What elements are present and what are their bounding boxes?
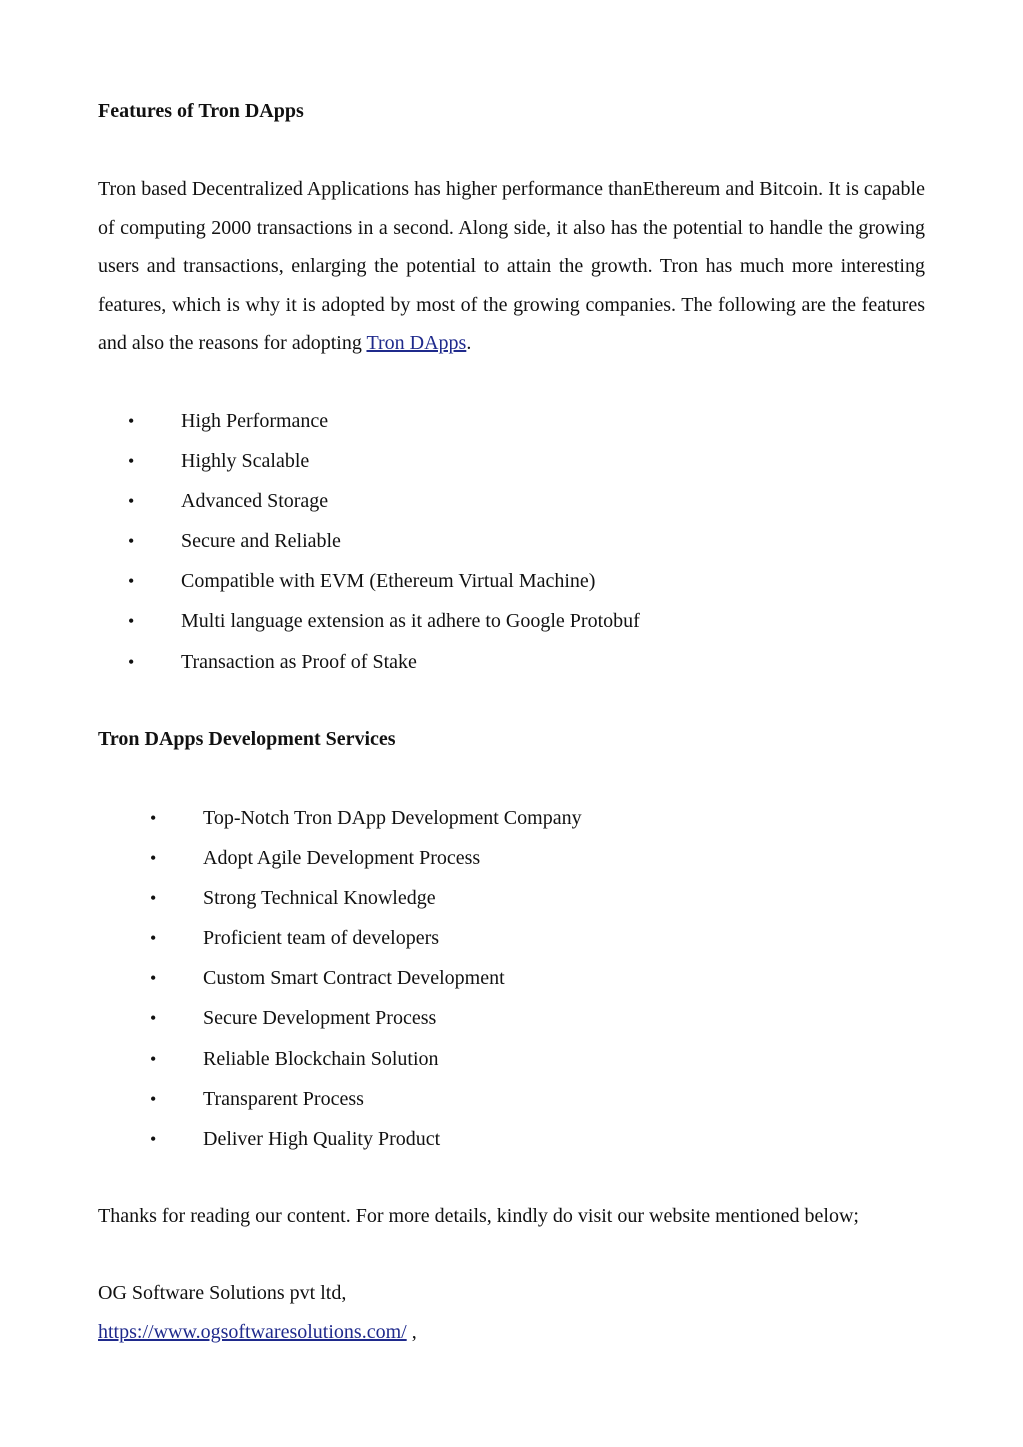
feature-item-label: Secure and Reliable xyxy=(181,530,341,553)
closing-paragraph: Thanks for reading our content. For more details, kindly do visit our website mentioned below; xyxy=(98,1205,859,1227)
service-item-label: Transparent Process xyxy=(203,1087,364,1110)
bullet-icon: • xyxy=(150,1128,157,1149)
feature-item-label: Multi language extension as it adhere to Google Protobuf xyxy=(181,610,640,633)
website-trailing: , xyxy=(406,1321,417,1343)
intro-paragraph xyxy=(98,170,925,363)
feature-item-label: Advanced Storage xyxy=(181,490,329,513)
bullet-icon: • xyxy=(150,888,157,909)
website-line xyxy=(98,1320,417,1344)
intro-trailing: . xyxy=(466,332,472,355)
bullet-icon: • xyxy=(128,651,135,672)
service-item-label: Proficient team of developers xyxy=(203,927,440,950)
website-link[interactable]: https://www.ogsoftwaresolutions.com/ xyxy=(98,1321,407,1343)
service-item-label: Adopt Agile Development Process xyxy=(203,847,481,870)
bullet-icon: • xyxy=(150,1008,157,1029)
feature-item-label: Compatible with EVM (Ethereum Virtual Machine) xyxy=(181,570,596,593)
bullet-icon: • xyxy=(128,491,135,512)
company-name: OG Software Solutions pvt ltd, xyxy=(98,1282,347,1304)
bullet-icon: • xyxy=(150,1048,157,1069)
intro-text: Tron based Decentralized Applications has higher performance thanEthereum and Bitcoin. It is capable of computing 2000 transactions in a second. Along side, it also has the potential to handle the growing users and transactions, enlarging the potential to attain the growth. Tron has much more interesting features, which is why it is adopted by most of the growing companies. The following are the features and also the reasons for adopting xyxy=(98,178,925,355)
bullet-icon: • xyxy=(150,848,157,869)
feature-item-label: High Performance xyxy=(181,410,329,432)
service-item-label: Reliable Blockchain Solution xyxy=(203,1047,439,1070)
service-item-label: Top-Notch Tron DApp Development Company xyxy=(203,807,582,829)
feature-item-label: Highly Scalable xyxy=(181,450,310,473)
bullet-icon: • xyxy=(128,451,135,472)
bullet-icon: • xyxy=(128,411,135,431)
bullet-icon: • xyxy=(150,928,157,949)
bullet-icon: • xyxy=(128,531,135,552)
service-item-label: Custom Smart Contract Development xyxy=(203,967,505,990)
feature-item-label: Transaction as Proof of Stake xyxy=(181,650,417,673)
bullet-icon: • xyxy=(128,571,135,592)
bullet-icon: • xyxy=(128,611,135,632)
bullet-icon: • xyxy=(150,1088,157,1109)
features-heading: Features of Tron DApps xyxy=(98,100,304,122)
bullet-icon: • xyxy=(150,968,157,989)
tron-dapps-link[interactable]: Tron DApps xyxy=(366,332,467,355)
service-item-label: Deliver High Quality Product xyxy=(203,1127,441,1150)
service-item-label: Secure Development Process xyxy=(203,1007,437,1030)
services-heading: Tron DApps Development Services xyxy=(98,728,396,750)
bullet-icon: • xyxy=(150,808,157,828)
service-item-label: Strong Technical Knowledge xyxy=(203,887,436,910)
